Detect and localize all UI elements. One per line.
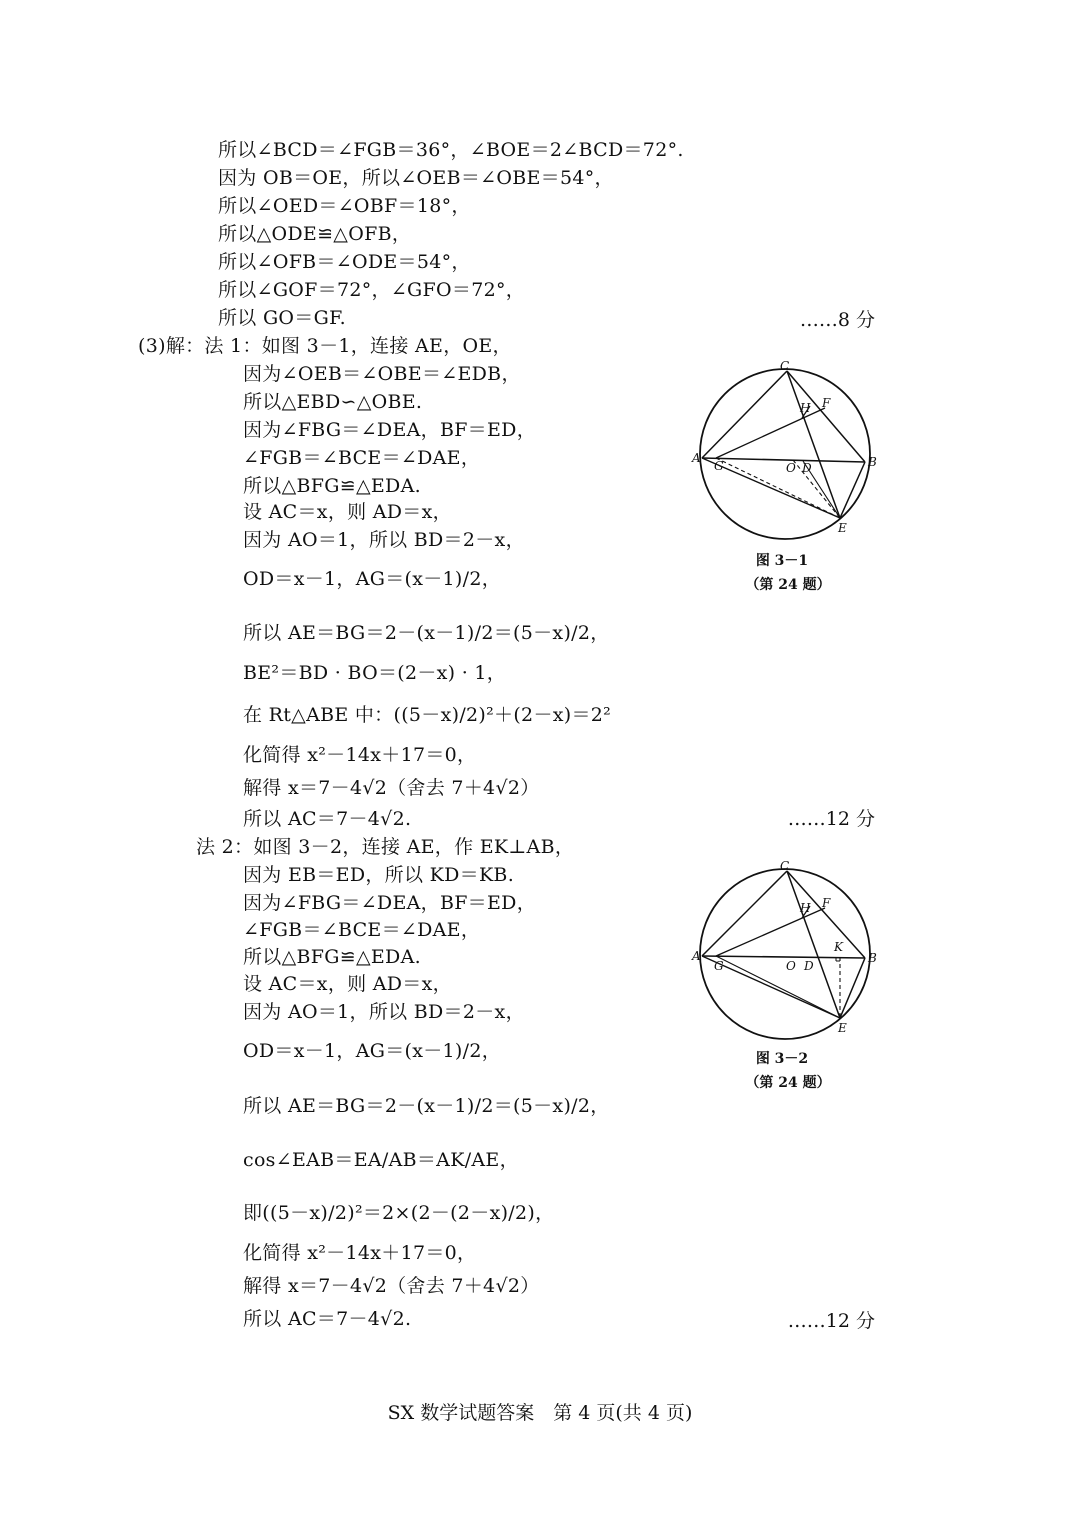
section-heading: 法 2：如图 3－2，连接 AE，作 EK⊥AB， <box>196 836 575 858</box>
text-line: 所以 AE＝BG＝2－(x－1)/2＝(5－x)/2， <box>243 622 610 644</box>
text-line: 因为∠FBG＝∠DEA，BF＝ED， <box>243 419 536 441</box>
label-o: O <box>786 461 796 475</box>
label-k: K <box>834 940 843 954</box>
text-line: 因为∠FBG＝∠DEA，BF＝ED， <box>243 892 536 914</box>
text-line: 所以∠OED＝∠OBF＝18°， <box>218 195 471 217</box>
text-line: 即((5－x)/2)²＝2×(2－(2－x)/2)， <box>243 1202 555 1224</box>
text-line: 所以 AC＝7－4√2. <box>243 1308 412 1330</box>
geometry-figure-3-2 <box>690 858 885 1043</box>
score-mark: ……8 分 <box>799 309 875 331</box>
text-line: 所以 GO＝GF. <box>218 307 346 329</box>
text-line: BE²＝BD · BO＝(2－x) · 1， <box>243 662 507 684</box>
text-line: 解得 x＝7－4√2（舍去 7＋4√2） <box>243 777 540 799</box>
score-mark: ……12 分 <box>787 808 875 830</box>
text-line: 所以∠GOF＝72°，∠GFO＝72°， <box>218 279 526 301</box>
figure-caption: 图 3－2 <box>755 1051 809 1067</box>
figure-caption: 图 3－1 <box>755 553 809 569</box>
label-a: A <box>692 451 701 465</box>
text-line: 设 AC＝x，则 AD＝x， <box>243 501 452 523</box>
text-line: OD＝x－1，AG＝(x－1)/2， <box>243 568 502 590</box>
text-line: ∠FGB＝∠BCE＝∠DAE， <box>243 919 481 941</box>
text-line: cos∠EAB＝EA/AB＝AK/AE， <box>243 1149 519 1171</box>
text-line: 所以△BFG≌△EDA. <box>243 475 421 497</box>
text-line: 所以 AC＝7－4√2. <box>243 808 412 830</box>
label-c: C <box>780 359 790 373</box>
label-o: O <box>786 959 796 973</box>
text-line: 所以∠BCD＝∠FGB＝36°，∠BOE＝2∠BCD＝72°. <box>218 139 684 161</box>
label-c: C <box>780 859 790 873</box>
label-d: D <box>802 461 812 475</box>
text-line: 因为∠OEB＝∠OBE＝∠EDB， <box>243 363 521 385</box>
label-f: F <box>822 396 831 410</box>
label-a: A <box>692 949 701 963</box>
label-e: E <box>838 521 847 535</box>
section-heading: (3)解：法 1：如图 3－1，连接 AE，OE， <box>138 335 512 357</box>
label-e: E <box>838 1021 847 1035</box>
text-line: 化简得 x²－14x＋17＝0， <box>243 1242 477 1264</box>
text-line: 设 AC＝x，则 AD＝x， <box>243 973 452 995</box>
figure-subcaption: （第 24 题） <box>745 1075 831 1091</box>
text-line: 所以∠OFB＝∠ODE＝54°， <box>218 251 471 273</box>
text-line: 解得 x＝7－4√2（舍去 7＋4√2） <box>243 1275 540 1297</box>
text-line: 因为 AO＝1，所以 BD＝2－x， <box>243 529 525 551</box>
label-g: G <box>714 459 724 473</box>
text-line: 化简得 x²－14x＋17＝0， <box>243 744 477 766</box>
text-line: OD＝x－1，AG＝(x－1)/2， <box>243 1040 502 1062</box>
text-line: 所以 AE＝BG＝2－(x－1)/2＝(5－x)/2， <box>243 1095 610 1117</box>
text-line: ∠FGB＝∠BCE＝∠DAE， <box>243 447 481 469</box>
text-line: 因为 AO＝1，所以 BD＝2－x， <box>243 1001 525 1023</box>
label-f: F <box>822 896 831 910</box>
label-g: G <box>714 959 724 973</box>
score-mark: ……12 分 <box>787 1310 875 1332</box>
label-d: D <box>804 959 814 973</box>
text-line: 因为 OB＝OE，所以∠OEB＝∠OBE＝54°， <box>218 167 614 189</box>
text-line: 所以△BFG≌△EDA. <box>243 946 421 968</box>
label-h: H <box>800 901 811 915</box>
geometry-figure-3-1 <box>690 358 885 543</box>
text-line: 所以△EBD∽△OBE. <box>243 391 423 413</box>
text-line: 因为 EB＝ED，所以 KD＝KB. <box>243 864 515 886</box>
text-line: 在 Rt△ABE 中：((5－x)/2)²＋(2－x)＝2² <box>243 704 612 726</box>
text-line: 所以△ODE≌△OFB， <box>218 223 412 245</box>
label-h: H <box>800 401 811 415</box>
label-b: B <box>868 455 877 469</box>
label-b: B <box>868 951 877 965</box>
figure-subcaption: （第 24 题） <box>745 577 831 593</box>
page-footer: SX 数学试题答案 第 4 页(共 4 页) <box>387 1402 693 1424</box>
